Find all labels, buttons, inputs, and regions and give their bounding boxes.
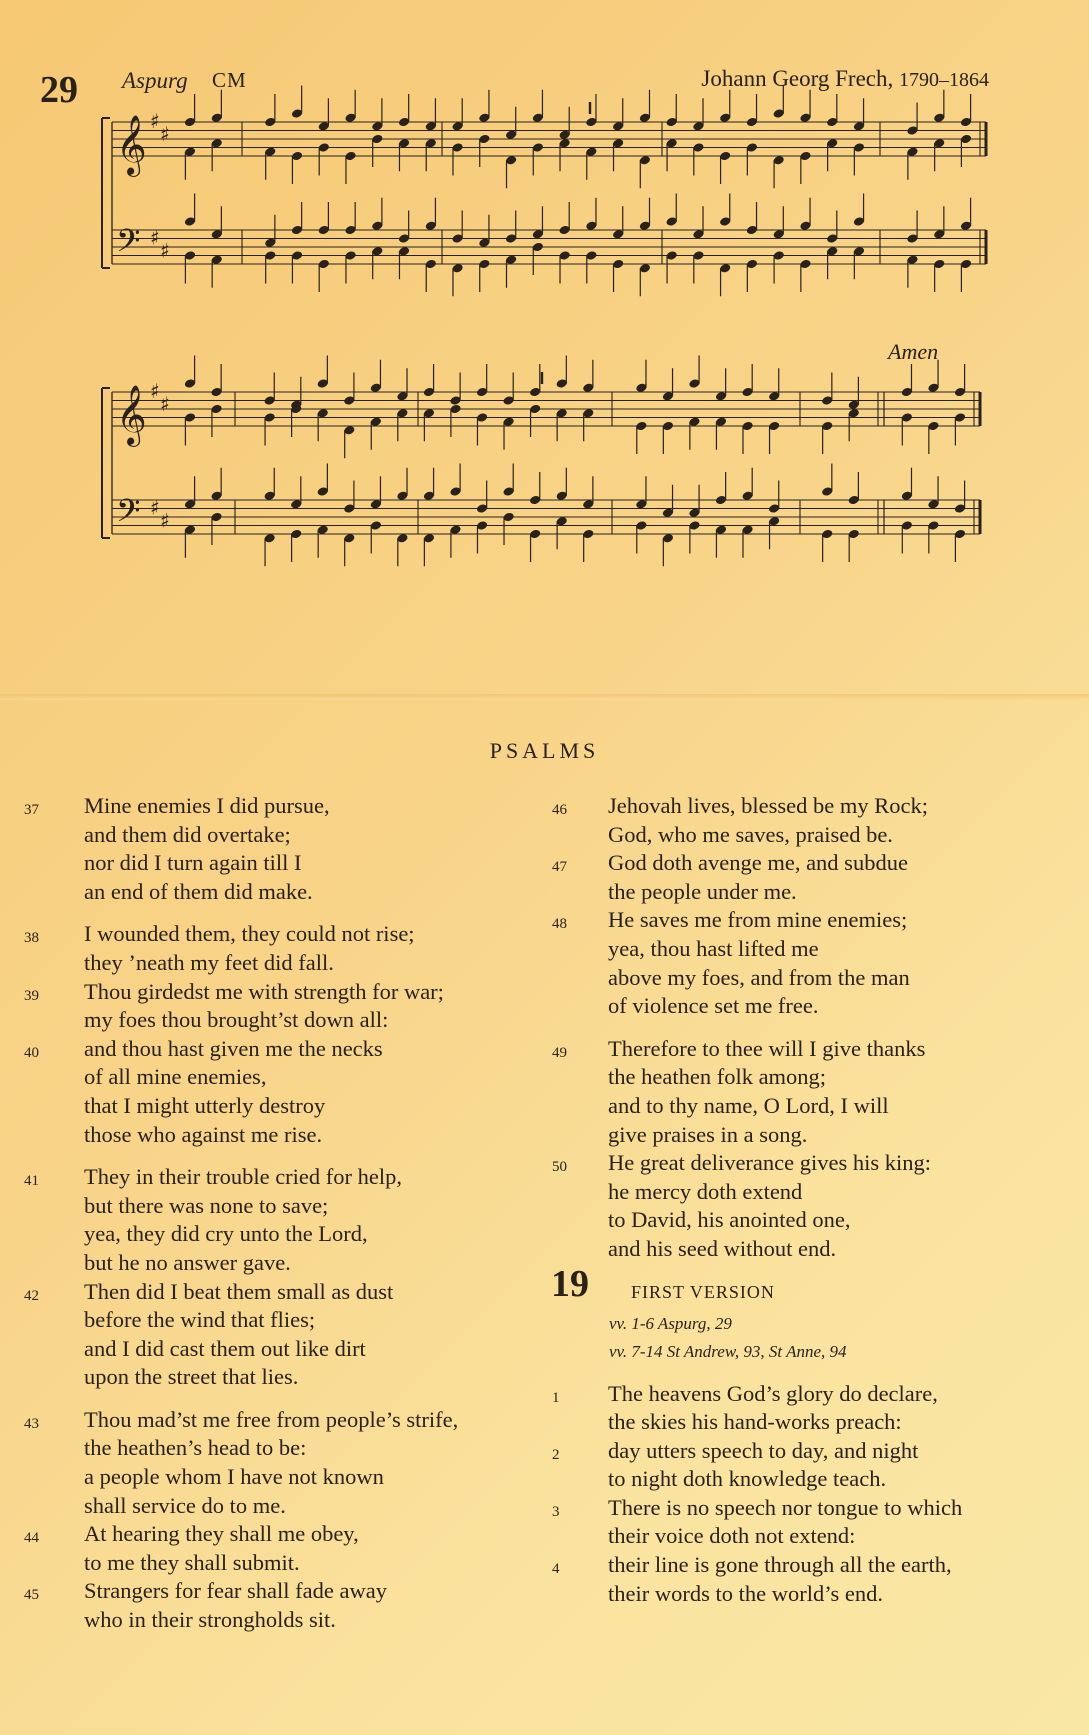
verse-number: 48 [552, 916, 567, 933]
verse-line: nor did I turn again till I [84, 850, 302, 876]
verse-number: 47 [552, 859, 567, 876]
verse-line: the heathen’s head to be: [84, 1435, 307, 1461]
verse-line: of all mine enemies, [84, 1064, 267, 1090]
meter: CM [212, 68, 247, 92]
sharp-icon: ♯ [160, 391, 170, 416]
bass-clef-icon: 𝄢 [116, 222, 141, 267]
left-column [0, 792, 545, 1635]
verse-line: Mine enemies I did pursue, [84, 793, 330, 818]
verse [545, 1551, 1089, 1608]
verse-line: The heavens God’s glory do declare, [608, 1380, 938, 1406]
sharp-icon: ♯ [150, 495, 160, 520]
verse-line: who in their strongholds sit. [84, 1607, 336, 1633]
verse-number: 45 [24, 1587, 39, 1604]
verse [545, 792, 1089, 849]
page-fold [0, 694, 1089, 700]
verse-line: He great deliverance gives his king: [608, 1150, 932, 1176]
verse-line: but he no answer gave. [84, 1249, 291, 1275]
section-title: PSALMS [489, 738, 600, 763]
verse-line: Jehovah lives, blessed be my Rock; [608, 793, 928, 818]
verse-line: a people whom I have not known [84, 1464, 384, 1490]
verse [0, 1520, 545, 1577]
verse-line: At hearing they shall me obey, [84, 1521, 359, 1547]
verse-line: the people under me. [608, 878, 797, 904]
verse-line: God, who me saves, praised be. [608, 821, 893, 847]
verse-line: to me they shall submit. [84, 1549, 300, 1575]
tune-reference: vv. 1-6 Aspurg, 29 [609, 1313, 732, 1333]
verse-line: shall service do to me. [84, 1492, 286, 1518]
verse-line: yea, thou hast lifted me [608, 935, 819, 961]
composer-name: Johann Georg Frech, [701, 66, 894, 91]
verse-line: that I might utterly destroy [84, 1092, 326, 1118]
verse [0, 1278, 545, 1392]
verse-line: their voice doth not extend: [608, 1523, 856, 1549]
verse-line: and I did cast them out like dirt [84, 1335, 366, 1361]
psalm19-heading [545, 1262, 1089, 1366]
musical-score [0, 0, 1089, 600]
verse-line: their line is gone through all the earth, [608, 1552, 952, 1578]
sharp-icon: ♯ [150, 109, 160, 133]
verse [0, 1406, 545, 1520]
verse-line: upon the street that lies. [84, 1364, 299, 1390]
verse-number: 2 [552, 1446, 560, 1463]
verse-line: I wounded them, they could not rise; [84, 921, 415, 947]
verse-number: 37 [24, 802, 39, 818]
verse [0, 1035, 545, 1149]
verse-number: 42 [24, 1287, 39, 1304]
verse-line: Then did I beat them small as dust [84, 1278, 394, 1304]
amen-label: Amen [888, 339, 939, 364]
verse-line: Thou girdedst me with strength for war; [84, 978, 444, 1004]
verse-number: 49 [552, 1044, 567, 1061]
verse [0, 1577, 545, 1634]
right-column [545, 792, 1089, 1608]
sharp-icon: ♯ [160, 238, 170, 263]
version-label: FIRST VERSION [631, 1281, 775, 1302]
verse [0, 792, 545, 906]
tune-reference: vv. 7-14 St Andrew, 93, St Anne, 94 [609, 1341, 847, 1361]
verse [0, 920, 545, 977]
tune-name: Aspurg [122, 68, 188, 93]
verse [545, 1494, 1089, 1551]
verse-line: the heathen folk among; [608, 1064, 827, 1090]
sharp-icon: ♯ [150, 379, 160, 403]
verse-line: to night doth knowledge teach. [608, 1466, 887, 1492]
verse-line: an end of them did make. [84, 878, 313, 904]
verse-line: those who against me rise. [84, 1121, 323, 1147]
verse-number: 46 [552, 802, 567, 818]
verse-number: 3 [552, 1503, 560, 1520]
bass-clef-icon: 𝄢 [116, 492, 141, 537]
verse [545, 906, 1089, 1020]
verse-number: 40 [24, 1044, 39, 1061]
verse [545, 1035, 1089, 1149]
psalm-number: 19 [551, 1262, 589, 1305]
verse-line: They in their trouble cried for help, [84, 1164, 403, 1190]
verse-line: He saves me from mine enemies; [608, 907, 908, 933]
verse-line: Strangers for fear shall fade away [84, 1578, 387, 1604]
verse [545, 1380, 1089, 1437]
verse [0, 978, 545, 1035]
verse-line: the skies his hand-works preach: [608, 1409, 902, 1435]
verse-number: 4 [552, 1561, 560, 1578]
verse-line: and thou hast given me the necks [84, 1035, 383, 1061]
verse-line: and his seed without end. [608, 1235, 837, 1261]
verse-line: they ’neath my feet did fall. [84, 949, 334, 975]
verse-line: and to thy name, O Lord, I will [608, 1092, 889, 1118]
verse [545, 849, 1089, 906]
verse-number: 38 [24, 930, 39, 947]
verse-line: my foes thou brought’st down all: [84, 1007, 389, 1033]
verse-line: their words to the world’s end. [608, 1580, 883, 1606]
verse [545, 1149, 1089, 1263]
verse-line: and them did overtake; [84, 821, 291, 847]
verse-number: 44 [24, 1530, 39, 1547]
treble-clef-icon: 𝄞 [116, 385, 147, 445]
verse-number: 39 [24, 987, 39, 1004]
verse-line: above my foes, and from the man [608, 964, 910, 990]
verse-number: 1 [552, 1389, 560, 1406]
verse-number: 43 [24, 1415, 39, 1432]
verse-line: yea, they did cry unto the Lord, [84, 1221, 368, 1247]
verse-line: day utters speech to day, and night [608, 1437, 919, 1463]
treble-clef-icon: 𝄞 [116, 115, 147, 175]
verse-line: before the wind that flies; [84, 1307, 316, 1333]
verse-line: to David, his anointed one, [608, 1207, 851, 1233]
verse-number: 41 [24, 1173, 39, 1190]
verse-line: give praises in a song. [608, 1121, 808, 1147]
sharp-icon: ♯ [160, 508, 170, 533]
verse-line: of violence set me free. [608, 993, 819, 1019]
verse-line: God doth avenge me, and subdue [608, 850, 908, 876]
verse-line: Thou mad’st me free from people’s strife, [84, 1406, 459, 1432]
verse-number: 50 [552, 1159, 567, 1176]
sharp-icon: ♯ [160, 121, 170, 146]
hymn-number: 29 [40, 69, 78, 111]
psalm19-verses [545, 1380, 1089, 1609]
verse-line: he mercy doth extend [608, 1178, 803, 1204]
verse-line: but there was none to save; [84, 1192, 329, 1218]
sharp-icon: ♯ [150, 225, 160, 250]
verse [0, 1163, 545, 1277]
psalm18-continued [545, 792, 1089, 1264]
verse [545, 1437, 1089, 1494]
verse-line: Therefore to thee will I give thanks [608, 1035, 926, 1061]
composer-dates: 1790–1864 [899, 69, 989, 91]
verse-line: There is no speech nor tongue to which [608, 1494, 963, 1520]
